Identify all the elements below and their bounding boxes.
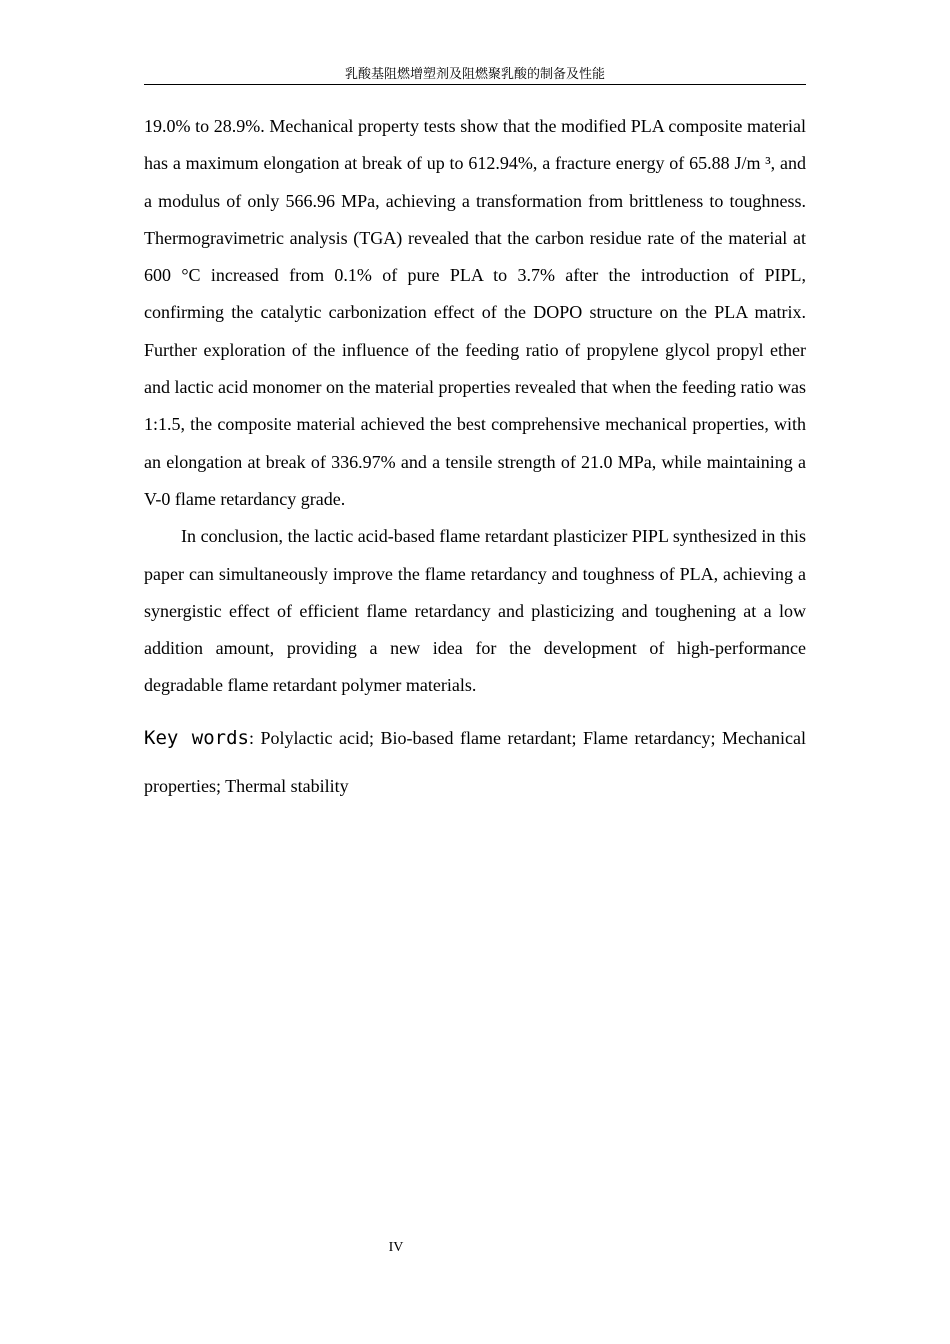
keywords-label: Key words — [144, 727, 249, 749]
keywords-line — [144, 714, 806, 810]
running-header-title: 乳酸基阻燃增塑剂及阻燃聚乳酸的制备及性能 — [344, 67, 605, 82]
abstract-paragraph-2: In conclusion, the lactic acid-based flame retardant plasticizer PIPL synthesized in this paper can simultaneously improve the flame retardancy and toughness of PLA, achieving a synergistic effect of efficient flame retardancy and plasticizing and toughening at a low addition amount, providing a new idea for the development of high-performance degradable flame retardant polymer materials. — [144, 526, 806, 696]
header-rule — [144, 84, 806, 85]
keywords-text: Polylactic acid; Bio-based flame retardant; Flame retardancy; Mechanical properties; Thermal stability — [144, 728, 806, 796]
abstract-body — [144, 108, 806, 705]
page-number: IV — [388, 1240, 404, 1255]
abstract-paragraph-1: 19.0% to 28.9%. Mechanical property tests show that the modified PLA composite material has a maximum elongation at break of up to 612.94%, a fracture energy of 65.88 J/m ³, and a modulus of only 566.96 MPa, achieving a transformation from brittleness to toughness. Thermogravimetric analysis (TGA) revealed that the carbon residue rate of the material at 600 °C increased from 0.1% of pure PLA to 3.7% after the introduction of PIPL, confirming the catalytic carbonization effect of the DOPO structure on the PLA matrix. Further exploration of the influence of the feeding ratio of propylene glycol propyl ether and lactic acid monomer on the material properties revealed that when the feeding ratio was 1:1.5, the composite material achieved the best comprehensive mechanical properties, with an elongation at break of 336.97% and a tensile strength of 21.0 MPa, while maintaining a V-0 flame retardancy grade. — [144, 116, 806, 509]
keywords-separator: : — [248, 728, 261, 748]
